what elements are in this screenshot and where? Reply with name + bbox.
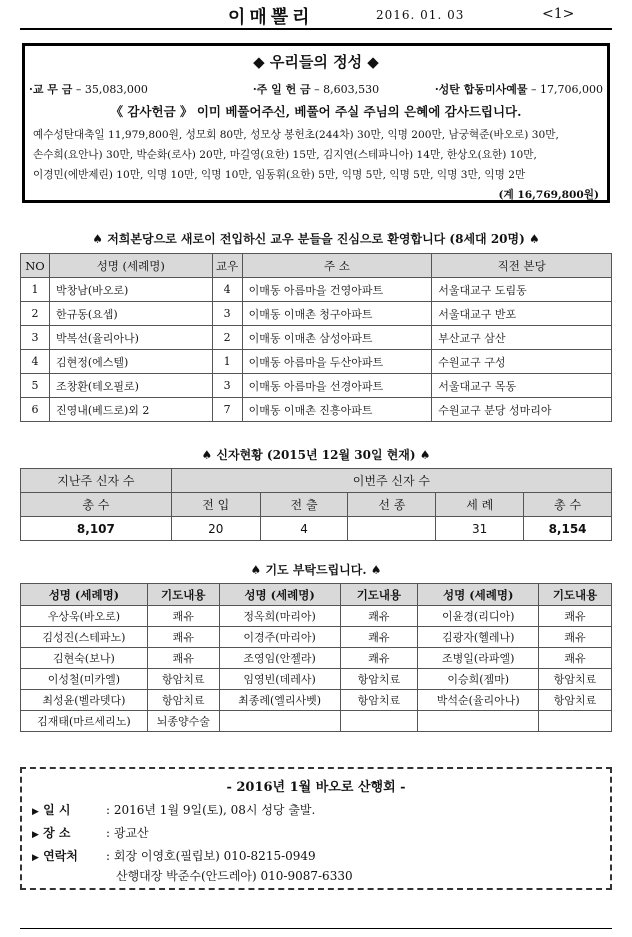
prayer-name: 이경주(마리아) xyxy=(219,627,340,648)
sum-label: ·교 무 금 xyxy=(29,83,73,96)
col-header: 성명 (세례명) xyxy=(49,254,212,278)
sum-item xyxy=(29,81,220,97)
bulletin-title: 이매뽈리 xyxy=(228,7,314,28)
sum-label: ·주 일 헌 금 xyxy=(252,83,311,96)
this-week-total: 8,154 xyxy=(524,517,612,541)
col-header: 성명 (세례명) xyxy=(219,584,340,606)
prayer-name: 조병일(라파엘) xyxy=(418,648,539,669)
notice-label xyxy=(32,847,106,864)
member-address: 이매동 이매촌 삼성아파트 xyxy=(242,326,432,350)
col-header: 성명 (세례명) xyxy=(21,584,148,606)
table-header-row xyxy=(21,584,612,606)
prayer-intention: 쾌유 xyxy=(340,648,418,669)
row-number: 1 xyxy=(21,278,50,302)
prayer-name: 이윤경(리디아) xyxy=(418,606,539,627)
notice-contact-extra: 산행대장 박준수(안드레아) 010-9087-6330 xyxy=(116,869,353,883)
notice-label xyxy=(32,824,106,841)
page-header xyxy=(20,0,612,30)
prayer-name: 우상욱(바오로) xyxy=(21,606,148,627)
arrow-icon: ▶ xyxy=(32,807,39,817)
table-header-row xyxy=(21,469,612,493)
col-header: 기도내용 xyxy=(539,584,612,606)
member-address: 이매동 이매촌 진흥아파트 xyxy=(242,398,432,422)
sum-value: – 17,706,000 xyxy=(531,83,603,96)
sum-item xyxy=(220,81,411,97)
sum-value: – 35,083,000 xyxy=(75,83,148,96)
col-header: 기도내용 xyxy=(340,584,418,606)
member-name: 진영내(베드로)외 2 xyxy=(49,398,212,422)
row-number: 2 xyxy=(21,302,50,326)
donation-total: (계 16,769,800원) xyxy=(498,189,599,201)
members-title: ♠ 신자현황 (2015년 12월 30일 현재) ♠ xyxy=(201,448,431,462)
previous-parish: 서울대교구 도림동 xyxy=(432,278,612,302)
previous-parish: 수원교구 분당 성마리아 xyxy=(432,398,612,422)
prayer-name: 김현숙(보나) xyxy=(21,648,148,669)
col-header: 세 례 xyxy=(436,493,524,517)
sum-label: ·성탄 합동미사예물 xyxy=(434,83,528,96)
prayer-name xyxy=(219,711,340,732)
table-row xyxy=(21,711,612,732)
prayer-name: 김광자(헬레나) xyxy=(418,627,539,648)
offering-sums xyxy=(29,81,603,97)
member-name: 한규동(요셉) xyxy=(49,302,212,326)
prayer-name xyxy=(418,711,539,732)
table-row xyxy=(21,398,612,422)
member-address: 이매동 아름마을 건영아파트 xyxy=(242,278,432,302)
notice-title: - 2016년 1월 바오로 산행회 - xyxy=(226,780,406,795)
prayer-name: 최성윤(벨라뎃다) xyxy=(21,690,148,711)
prayer-intention: 항암치료 xyxy=(340,690,418,711)
prayer-intention xyxy=(340,711,418,732)
prayer-name: 최종례(엘리사벳) xyxy=(219,690,340,711)
member-name: 박창남(바오로) xyxy=(49,278,212,302)
row-number: 3 xyxy=(21,326,50,350)
deceased-count xyxy=(348,517,436,541)
newcomers-title: ♠ 저희본당으로 새로이 전입하신 교우 분들을 진심으로 환영합니다 (8세대 20명) ♠ xyxy=(92,232,540,246)
table-header-row xyxy=(21,254,612,278)
member-count: 3 xyxy=(212,302,242,326)
notice-value: : 2016년 1월 9일(토), 08시 성당 출발. xyxy=(106,803,316,817)
prayer-intention: 항암치료 xyxy=(147,690,219,711)
member-count: 2 xyxy=(212,326,242,350)
prayer-intention: 쾌유 xyxy=(147,606,219,627)
member-address: 이매동 이매촌 청구아파트 xyxy=(242,302,432,326)
prayer-name: 정옥희(마리아) xyxy=(219,606,340,627)
prayer-intention: 쾌유 xyxy=(340,606,418,627)
moved-in-count: 20 xyxy=(171,517,260,541)
table-row xyxy=(21,302,612,326)
col-header: 총 수 xyxy=(21,493,172,517)
prayer-table xyxy=(20,583,612,732)
newcomers-table xyxy=(20,253,612,422)
notice-row xyxy=(32,801,315,818)
member-name: 김현정(에스텔) xyxy=(49,350,212,374)
member-count: 1 xyxy=(212,350,242,374)
col-header: 성명 (세례명) xyxy=(418,584,539,606)
prayer-intention: 쾌유 xyxy=(539,606,612,627)
prayer-name: 조영임(안젤라) xyxy=(219,648,340,669)
prayer-name: 임영빈(데레사) xyxy=(219,669,340,690)
prayer-intention: 항암치료 xyxy=(539,669,612,690)
donor-line: 이경민(에반제린) 10만, 익명 10만, 익명 10만, 임동휘(요한) 5만, 익명 5만, 익명 5만, 익명 3만, 익명 2만 xyxy=(33,169,526,181)
prayer-intention: 뇌종양수술 xyxy=(147,711,219,732)
notice-row xyxy=(32,824,149,841)
thanks-heading: 《 감사헌금 》 이미 베풀어주신, 베풀어 주실 주님의 은혜에 감사드립니다. xyxy=(110,104,522,119)
table-row xyxy=(21,517,612,541)
previous-parish: 부산교구 삼산 xyxy=(432,326,612,350)
prayer-intention: 쾌유 xyxy=(539,648,612,669)
member-name: 박복선(율리아나) xyxy=(49,326,212,350)
offering-title: ◆ 우리들의 정성 ◆ xyxy=(253,53,379,71)
sum-value: – 8,603,530 xyxy=(314,83,380,96)
table-row xyxy=(21,669,612,690)
notice-label-text: 일 시 xyxy=(43,803,71,817)
table-row xyxy=(21,374,612,398)
notice-label xyxy=(32,801,106,818)
members-table xyxy=(20,468,612,541)
table-row xyxy=(21,627,612,648)
row-number: 5 xyxy=(21,374,50,398)
prayer-intention: 쾌유 xyxy=(147,627,219,648)
col-header: 직전 본당 xyxy=(432,254,612,278)
offering-box xyxy=(22,43,610,203)
row-number: 6 xyxy=(21,398,50,422)
member-name: 조창환(테오필로) xyxy=(49,374,212,398)
member-count: 7 xyxy=(212,398,242,422)
previous-parish: 수원교구 구성 xyxy=(432,350,612,374)
sum-item xyxy=(412,81,603,97)
prayer-title: ♠ 기도 부탁드립니다. ♠ xyxy=(250,563,382,577)
col-header: 주 소 xyxy=(242,254,432,278)
notice-value: : 광교산 xyxy=(106,826,149,840)
prayer-name: 이승희(젬마) xyxy=(418,669,539,690)
prayer-intention: 쾌유 xyxy=(147,648,219,669)
this-week-header: 이번주 신자 수 xyxy=(171,469,611,493)
prayer-name: 김재태(마르세리노) xyxy=(21,711,148,732)
bulletin-date: 2016. 01. 03 xyxy=(376,8,465,22)
notice-value: : 회장 이영호(필립보) 010-8215-0949 xyxy=(106,849,316,863)
prayer-name: 이성철(미카엘) xyxy=(21,669,148,690)
table-subheader-row xyxy=(21,493,612,517)
col-header: 총 수 xyxy=(524,493,612,517)
col-header: NO xyxy=(21,254,50,278)
member-count: 4 xyxy=(212,278,242,302)
baptism-count: 31 xyxy=(436,517,524,541)
notice-row xyxy=(32,847,316,864)
col-header: 전 출 xyxy=(260,493,348,517)
donor-line: 손수희(요안나) 30만, 박순화(로사) 20만, 마길영(요한) 15만, 김지연(스테파니아) 14만, 한상오(요한) 10만, xyxy=(33,149,537,161)
previous-parish: 서울대교구 반포 xyxy=(432,302,612,326)
table-row xyxy=(21,326,612,350)
notice-label-text: 연락처 xyxy=(43,849,78,863)
hiking-club-notice xyxy=(20,767,612,890)
previous-parish: 서울대교구 목동 xyxy=(432,374,612,398)
member-address: 이매동 아름마을 두산아파트 xyxy=(242,350,432,374)
bottom-divider xyxy=(20,928,612,929)
arrow-icon: ▶ xyxy=(32,853,39,863)
table-row xyxy=(21,648,612,669)
last-week-header: 지난주 신자 수 xyxy=(21,469,172,493)
col-header: 선 종 xyxy=(348,493,436,517)
member-address: 이매동 아름마을 선경아파트 xyxy=(242,374,432,398)
prayer-intention: 쾌유 xyxy=(539,627,612,648)
table-row xyxy=(21,606,612,627)
table-row xyxy=(21,350,612,374)
col-header: 교우 xyxy=(212,254,242,278)
arrow-icon: ▶ xyxy=(32,830,39,840)
moved-out-count: 4 xyxy=(260,517,348,541)
table-row xyxy=(21,690,612,711)
donor-line: 예수성탄대축일 11,979,800원, 성모회 80만, 성모상 봉헌초(244차) 30만, 익명 200만, 남궁혁준(바오로) 30만, xyxy=(33,129,559,141)
col-header: 기도내용 xyxy=(147,584,219,606)
col-header: 전 입 xyxy=(171,493,260,517)
prayer-intention: 항암치료 xyxy=(539,690,612,711)
prayer-name: 박석순(율리아나) xyxy=(418,690,539,711)
table-row xyxy=(21,278,612,302)
last-week-total: 8,107 xyxy=(21,517,172,541)
prayer-intention: 쾌유 xyxy=(340,627,418,648)
prayer-name: 김성진(스테파노) xyxy=(21,627,148,648)
notice-label-text: 장 소 xyxy=(43,826,71,840)
row-number: 4 xyxy=(21,350,50,374)
prayer-intention xyxy=(539,711,612,732)
prayer-intention: 항암치료 xyxy=(340,669,418,690)
prayer-intention: 항암치료 xyxy=(147,669,219,690)
member-count: 3 xyxy=(212,374,242,398)
page-number: <1> xyxy=(542,6,575,22)
donor-list xyxy=(33,125,599,205)
